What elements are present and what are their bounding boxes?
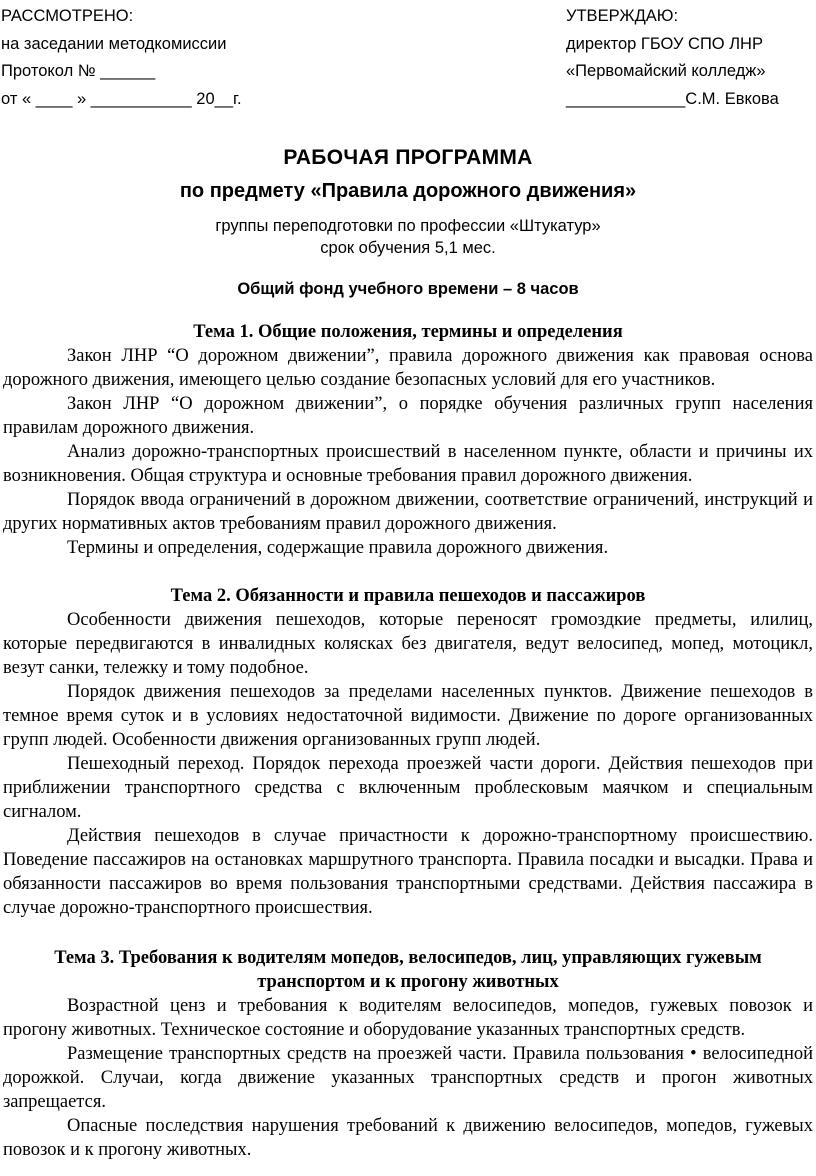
term-line: срок обучения 5,1 мес. — [320, 239, 496, 257]
topic-1-title: Тема 1. Общие положения, термины и определения — [193, 322, 623, 342]
approved-director-line: директор ГБОУ СПО ЛНР — [566, 34, 763, 53]
considered-date-line: от « ____ » ___________ 20__г. — [1, 89, 242, 108]
topic-2-title: Тема 2. Обязанности и правила пешеходов и пассажиров — [170, 586, 646, 606]
topic-1-paragraph: Порядок ввода ограничений в дорожном движении, соответствие ограничений, инструкций и других нормативных актов требованиям правил дорожного движения. — [3, 490, 813, 534]
considered-protocol-line: Протокол № ______ — [1, 62, 156, 80]
topic-3-paragraph: Размещение транспортных средств на проезжей части. Правила пользования • велосипедной дорожкой. Случаи, когда движение указанных транспортных средств и прогон животных запрещается. — [3, 1044, 813, 1112]
topic-3-paragraph: Опасные последствия нарушения требований к движению велосипедов, мопедов, гужевых повозок и к прогону животных. — [3, 1116, 813, 1160]
study-hours-line: Общий фонд учебного времени – 8 часов — [237, 280, 579, 298]
topic-3-title — [3, 946, 813, 994]
topic-2-section — [3, 584, 813, 920]
topic-3-title-line-1: Тема 3. Требования к водителям мопедов, велосипедов, лиц, управляющих гужевым — [54, 948, 762, 968]
topic-1-section — [3, 320, 813, 560]
topic-2-paragraph: Пешеходный переход. Порядок перехода проезжей части дороги. Действия пешеходов при приближении транспортного средства с включенным проблесковым маячком и специальным сигналом. — [3, 754, 813, 822]
approval-block-approved — [566, 3, 779, 113]
topic-1-paragraph: Термины и определения, содержащие правила дорожного движения. — [67, 538, 609, 558]
document-title: РАБОЧАЯ ПРОГРАММА — [283, 146, 533, 169]
approved-signature-line: _____________С.М. Евкова — [566, 89, 779, 108]
topic-3-title-line-2: транспортом и к прогону животных — [257, 972, 559, 992]
groups-line: группы переподготовки по профессии «Штукатур» — [215, 217, 601, 235]
topic-2-paragraph: Особенности движения пешеходов, которые переносят громоздкие предметы, илилиц, которые передвигаются в инвалидных колясках без двигателя, ведут велосипед, мопед, мотоцикл, везут санки, тележку и тому подобное. — [3, 610, 813, 678]
approved-heading: УТВЕРЖДАЮ: — [566, 7, 679, 25]
topic-1-paragraph: Закон ЛНР “О дорожном движении”, о порядке обучения различных групп населения правилам дорожного движения. — [3, 394, 813, 438]
topic-2-paragraph: Порядок движения пешеходов за пределами населенных пунктов. Движение пешеходов в темное время суток и в условиях недостаточной видимости. Движение по дороге организованных групп людей. Особенности движения организованных групп людей. — [3, 682, 813, 750]
topic-2-paragraph: Действия пешеходов в случае причастности к дорожно-транспортному происшествию. Поведение пассажиров на остановках маршрутного транспорта. Правила посадки и высадки. Права и обязанности пассажиров во время пользования транспортными средствами. Действия пассажира в случае дорожно-транспортного происшествия. — [3, 826, 813, 918]
topic-3-paragraph: Возрастной ценз и требования к водителям велосипедов, мопедов, гужевых повозок и прогону животных. Техническое состояние и оборудование указанных транспортных средств. — [3, 996, 813, 1040]
topic-3-section — [3, 946, 813, 1162]
considered-meeting-line: на заседании методкомиссии — [1, 34, 227, 53]
considered-heading: РАССМОТРЕНО: — [1, 7, 134, 25]
approved-college-line: «Первомайский колледж» — [566, 62, 766, 80]
topic-1-paragraph: Закон ЛНР “О дорожном движении”, правила дорожного движения как правовая основа дорожного движения, имеющего целью создание безопасных условий для его участников. — [3, 346, 813, 390]
document-subject: по предмету «Правила дорожного движения» — [179, 180, 637, 202]
document-body — [3, 320, 813, 1162]
approval-block-considered — [1, 3, 242, 113]
topic-1-paragraph: Анализ дорожно-транспортных происшествий в населенном пункте, области и причины их возникновения. Общая структура и основные требования правил дорожного движения. — [3, 442, 813, 486]
